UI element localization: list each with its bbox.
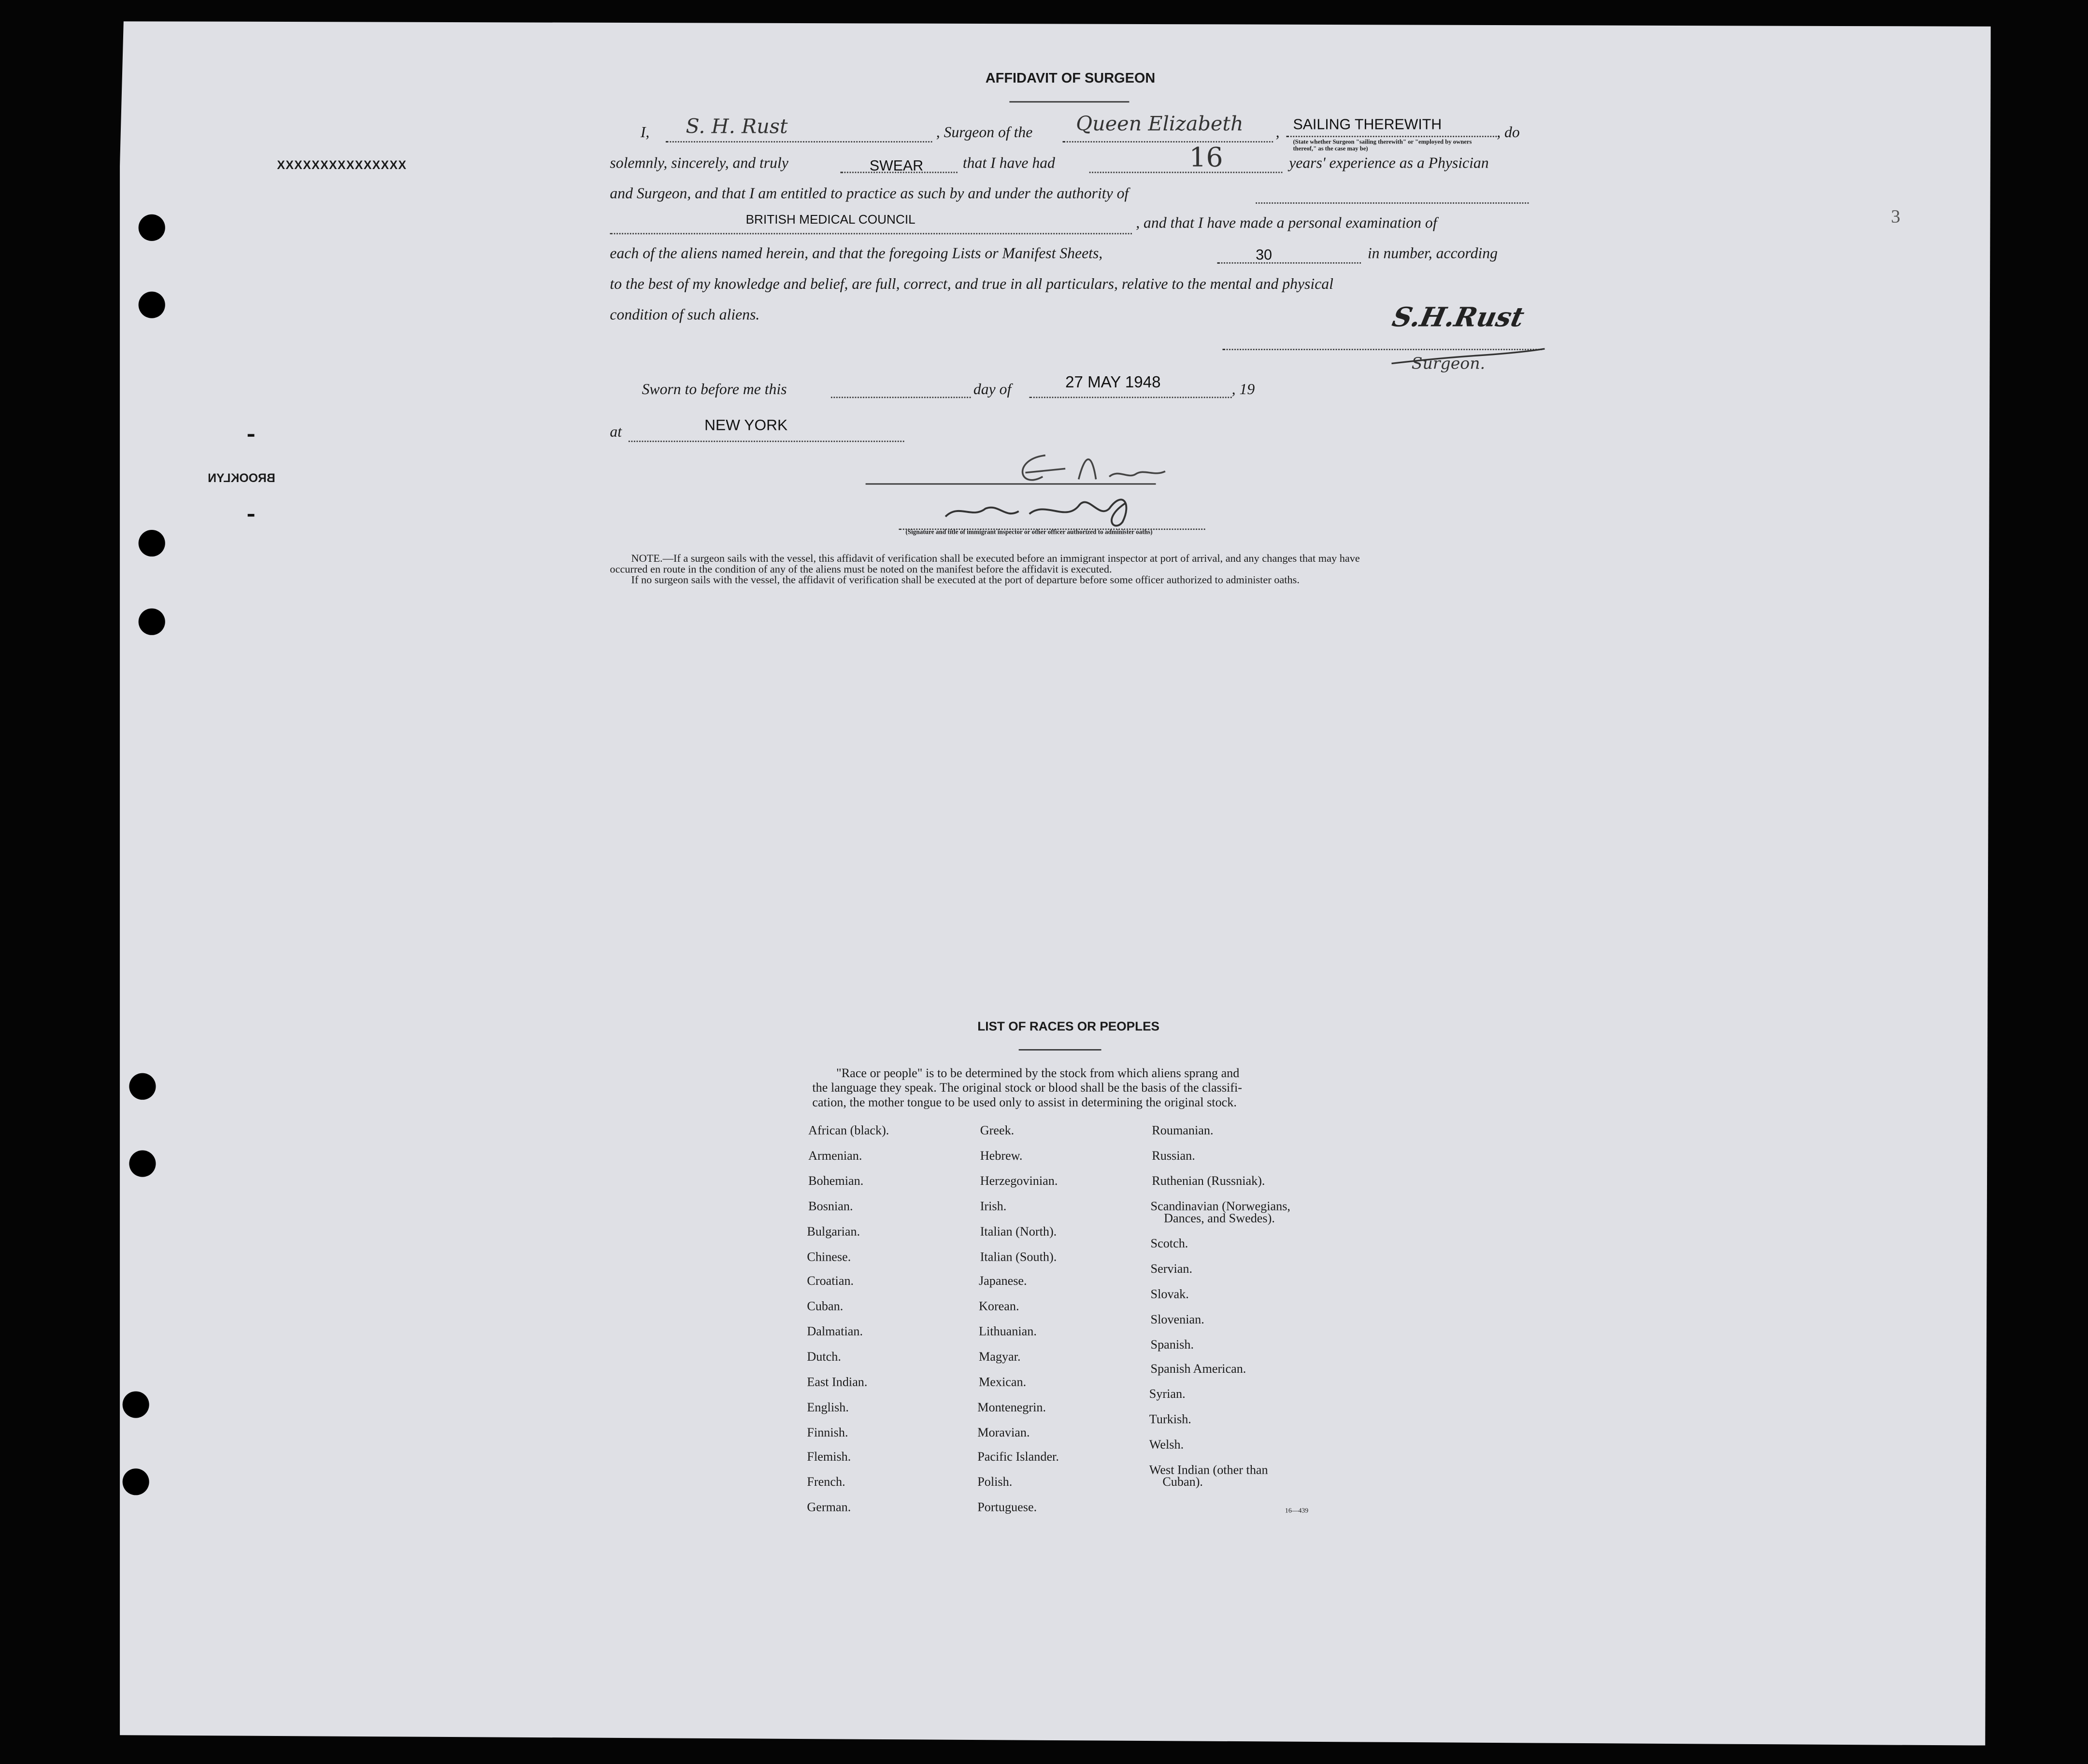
note-line-1: NOTE.—If a surgeon sails with the vessel, this affidavit of verification shall be executed before an immigrant inspector at port of arrival, and any changes that may have bbox=[631, 552, 1360, 565]
sworn-day-line bbox=[831, 397, 971, 398]
title-rule bbox=[1009, 101, 1129, 102]
race-col1-item: Flemish. bbox=[807, 1451, 851, 1465]
text-at: at bbox=[610, 425, 622, 441]
officer-caption: (Signature and title of immigrant inspector or other officer authorized to administer oaths) bbox=[905, 530, 1153, 537]
race-col2-item: Moravian. bbox=[977, 1427, 1030, 1441]
race-col3-item: Slovenian. bbox=[1150, 1314, 1204, 1328]
vessel-name: Queen Elizabeth bbox=[1076, 112, 1244, 136]
text-condition: condition of such aliens. bbox=[610, 307, 760, 324]
race-col3-item: Scandinavian (Norwegians, bbox=[1150, 1201, 1290, 1214]
race-col2-item: Herzegovinian. bbox=[980, 1175, 1058, 1189]
authority-line-b bbox=[610, 233, 1132, 234]
race-col3-item: Dances, and Swedes). bbox=[1164, 1213, 1275, 1226]
text-sworn: Sworn to before me this bbox=[642, 382, 787, 398]
race-col1-item: Finnish. bbox=[807, 1427, 848, 1441]
page-number: 3 bbox=[1891, 207, 1901, 228]
race-col3-item: Slovak. bbox=[1150, 1289, 1189, 1302]
affidavit-title: AFFIDAVIT OF SURGEON bbox=[985, 71, 1156, 87]
punch-hole bbox=[139, 530, 165, 556]
text-nineteen: , 19 bbox=[1231, 382, 1255, 398]
race-col3-item: Spanish American. bbox=[1150, 1363, 1246, 1377]
text-aliens: each of the aliens named herein, and that the foregoing Lists or Manifest Sheets, bbox=[610, 246, 1103, 263]
race-col1-item: Bohemian. bbox=[808, 1175, 864, 1189]
sworn-date: 27 MAY 1948 bbox=[1065, 372, 1161, 392]
authority-value: BRITISH MEDICAL COUNCIL bbox=[745, 213, 915, 228]
text-i-have-had: that I have had bbox=[962, 156, 1055, 172]
race-col3-item: Cuban). bbox=[1162, 1476, 1203, 1490]
document-scan: XXXXXXXXXXXXXXX 3 BROOKLYN AFFIDAVIT OF SURGEON I, S. H. Rust , Surgeon of the Queen Elizabeth , SAILING THEREWITH (State whether Surgeon "sailing therewith" or "employed by owners thereof," as the case may be) , do solemnly, sincerely, and truly SWEAR that I have had 16 years' experience as a Physician and Surgeon, and that I am entitled to practice as such by and under the authority of BRITISH MEDICAL COUNCIL , and that I have made a personal examination of each of the aliens named herein, and that the foregoing Lists or Manifest Sheets, 30 in number, according to the best of my knowledge and belief, are full, correct, and true in all particulars, relative to the mental and physical condition of such aliens. S.H.Rust Surgeon. Sworn to before me this day of 27 MAY 1948 , 19 at NEW YORK (Signature and title of immigrant inspector or other officer authorized to administer oaths) NOTE.—If a surgeon sails with the vessel, this affidavit of verification shall be executed before an immigrant inspector at port of arrival, and any changes that may have occurred en route in the condition of any of the aliens must be noted on the manifest before the affidavit is executed. If no surgeon sails with the vessel, the affidavit of verification shall be executed at the port of departure before some officer authorized to administer oaths. LIST OF RACES OR PEOPLES "Race or people" is to be determined by the stock from which aliens sprang and the language they speak. The original stock or blood shall be the basis of the classifi- cation, the mother tongue to be used only to assist in determining the original stock. African (black). Armenian. Bohemian. Bosnian. Bulgarian. Chinese. Croatian. Cuban. Dalmatian. Dutch. East Indian. English. Finnish. Flemish. French. German. Greek. Hebrew. Herzegovinian. Irish. Italian (North). Italian (South). Japanese. Korean. Lithuanian. Magyar. Mexican. Montenegrin. Moravian. Pacific Islander. Polish. Portuguese. Roumanian. Russian. Ruthenian (Russniak). Scandinavian (Norwegians, Dances, and Swedes). Scotch. Servian. Slovak. Slovenian. Spanish. Spanish American. Syrian. Turkish. Welsh. West Indian (other than Cuban). 16—439 bbox=[0, 0, 2088, 1764]
race-col1-item: Croatian. bbox=[807, 1275, 854, 1289]
sheets-line bbox=[1217, 262, 1361, 264]
surgeon-signature: S.H.Rust bbox=[1389, 300, 1527, 333]
race-col1-item: African (black). bbox=[808, 1125, 889, 1138]
races-title-rule bbox=[1019, 1049, 1101, 1051]
race-col3-item: Syrian. bbox=[1149, 1388, 1186, 1402]
race-col2-item: Korean. bbox=[978, 1301, 1019, 1314]
years-value: 16 bbox=[1189, 141, 1223, 173]
surgeon-label: Surgeon. bbox=[1411, 354, 1486, 373]
race-col1-item: Armenian. bbox=[808, 1150, 862, 1164]
race-col1-item: East Indian. bbox=[807, 1377, 868, 1390]
punch-hole bbox=[139, 609, 165, 635]
text-best-knowledge: to the best of my knowledge and belief, are full, correct, and true in all particulars, relative to the mental and physical bbox=[610, 277, 1333, 293]
sheets-value: 30 bbox=[1256, 247, 1273, 264]
race-col3-item: Servian. bbox=[1150, 1263, 1193, 1277]
sworn-date-line bbox=[1030, 397, 1232, 398]
text-day-of: day of bbox=[973, 382, 1012, 398]
race-col1-item: English. bbox=[807, 1402, 849, 1416]
punch-hole bbox=[139, 292, 165, 318]
status-line bbox=[1287, 136, 1500, 137]
race-col1-item: Cuban. bbox=[807, 1301, 844, 1314]
status-hint: (State whether Surgeon "sailing therewith" or "employed by owners thereof," as the case may be) bbox=[1293, 138, 1472, 152]
text-solemnly: solemnly, sincerely, and truly bbox=[610, 156, 788, 172]
text-personal-exam: , and that I have made a personal examination of bbox=[1136, 215, 1437, 232]
punch-hole bbox=[129, 1151, 156, 1177]
swear-value: SWEAR bbox=[869, 158, 924, 175]
status-value: SAILING THEREWITH bbox=[1293, 117, 1442, 133]
race-col3-item: West Indian (other than bbox=[1149, 1465, 1268, 1478]
race-col2-item: Polish. bbox=[977, 1476, 1013, 1490]
race-col3-item: Turkish. bbox=[1149, 1414, 1191, 1427]
punch-hole bbox=[123, 1391, 149, 1418]
races-intro-1: "Race or people" is to be determined by the stock from which aliens sprang and bbox=[836, 1067, 1240, 1081]
race-col2-item: Italian (South). bbox=[980, 1252, 1057, 1265]
race-col2-item: Portuguese. bbox=[977, 1502, 1037, 1515]
race-col2-item: Irish. bbox=[980, 1201, 1007, 1214]
note-line-3: If no surgeon sails with the vessel, the affidavit of verification shall be executed at the port of departure before some officer authorized to administer oaths. bbox=[631, 574, 1300, 586]
punch-hole bbox=[129, 1073, 156, 1100]
vessel-line bbox=[1063, 141, 1273, 142]
surgeon-name: S. H. Rust bbox=[686, 114, 788, 139]
race-col1-item: Dutch. bbox=[807, 1351, 841, 1365]
race-col1-item: Bulgarian. bbox=[807, 1226, 860, 1240]
punch-hole bbox=[139, 214, 165, 241]
race-col2-item: Pacific Islander. bbox=[977, 1451, 1059, 1465]
race-col2-item: Montenegrin. bbox=[977, 1402, 1046, 1416]
race-col3-item: Welsh. bbox=[1149, 1439, 1184, 1453]
text-i: I, bbox=[640, 125, 650, 142]
race-col2-item: Hebrew. bbox=[980, 1150, 1023, 1164]
race-col1-item: Bosnian. bbox=[808, 1201, 853, 1214]
race-col3-item: Ruthenian (Russniak). bbox=[1152, 1175, 1265, 1189]
race-col1-item: German. bbox=[807, 1502, 851, 1515]
form-number: 16—439 bbox=[1285, 1508, 1309, 1515]
dash-mark bbox=[248, 514, 255, 517]
race-col3-item: Scotch. bbox=[1150, 1238, 1188, 1252]
place-line bbox=[629, 441, 904, 442]
officer-signature-2 bbox=[939, 479, 1152, 535]
sworn-place: NEW YORK bbox=[704, 418, 788, 434]
race-col2-item: Greek. bbox=[980, 1125, 1015, 1138]
dash-mark bbox=[248, 434, 255, 437]
race-col3-item: Russian. bbox=[1152, 1150, 1195, 1164]
note-line-2: occurred en route in the condition of any of the aliens must be noted on the manifest before the affidavit is executed. bbox=[610, 563, 1112, 575]
race-col3-item: Roumanian. bbox=[1152, 1125, 1214, 1138]
text-surgeon-of: , Surgeon of the bbox=[936, 125, 1033, 142]
race-col1-item: French. bbox=[807, 1476, 845, 1490]
races-intro-3: cation, the mother tongue to be used only to assist in determining the original stock. bbox=[812, 1097, 1237, 1110]
text-do: , do bbox=[1497, 125, 1520, 142]
reversed-stamp: BROOKLYN bbox=[207, 471, 275, 485]
race-col1-item: Dalmatian. bbox=[807, 1326, 863, 1339]
text-authority: and Surgeon, and that I am entitled to practice as such by and under the authority of bbox=[610, 186, 1129, 202]
race-col1-item: Chinese. bbox=[807, 1252, 851, 1265]
text-years-experience: years' experience as a Physician bbox=[1289, 156, 1489, 172]
x-row-mark: XXXXXXXXXXXXXXX bbox=[277, 158, 407, 172]
years-line bbox=[1089, 172, 1283, 173]
punch-hole bbox=[123, 1468, 149, 1495]
surgeon-name-line bbox=[666, 141, 932, 142]
race-col3-item: Spanish. bbox=[1150, 1339, 1194, 1353]
races-title: LIST OF RACES OR PEOPLES bbox=[977, 1020, 1160, 1035]
race-col2-item: Magyar. bbox=[978, 1351, 1021, 1365]
race-col2-item: Mexican. bbox=[978, 1377, 1027, 1390]
races-intro-2: the language they speak. The original stock or blood shall be the basis of the classifi- bbox=[812, 1082, 1243, 1096]
race-col2-item: Lithuanian. bbox=[978, 1326, 1037, 1339]
race-col2-item: Italian (North). bbox=[980, 1226, 1057, 1240]
text-in-number: in number, according bbox=[1367, 246, 1498, 263]
authority-line-a bbox=[1256, 202, 1529, 204]
race-col2-item: Japanese. bbox=[978, 1275, 1027, 1289]
